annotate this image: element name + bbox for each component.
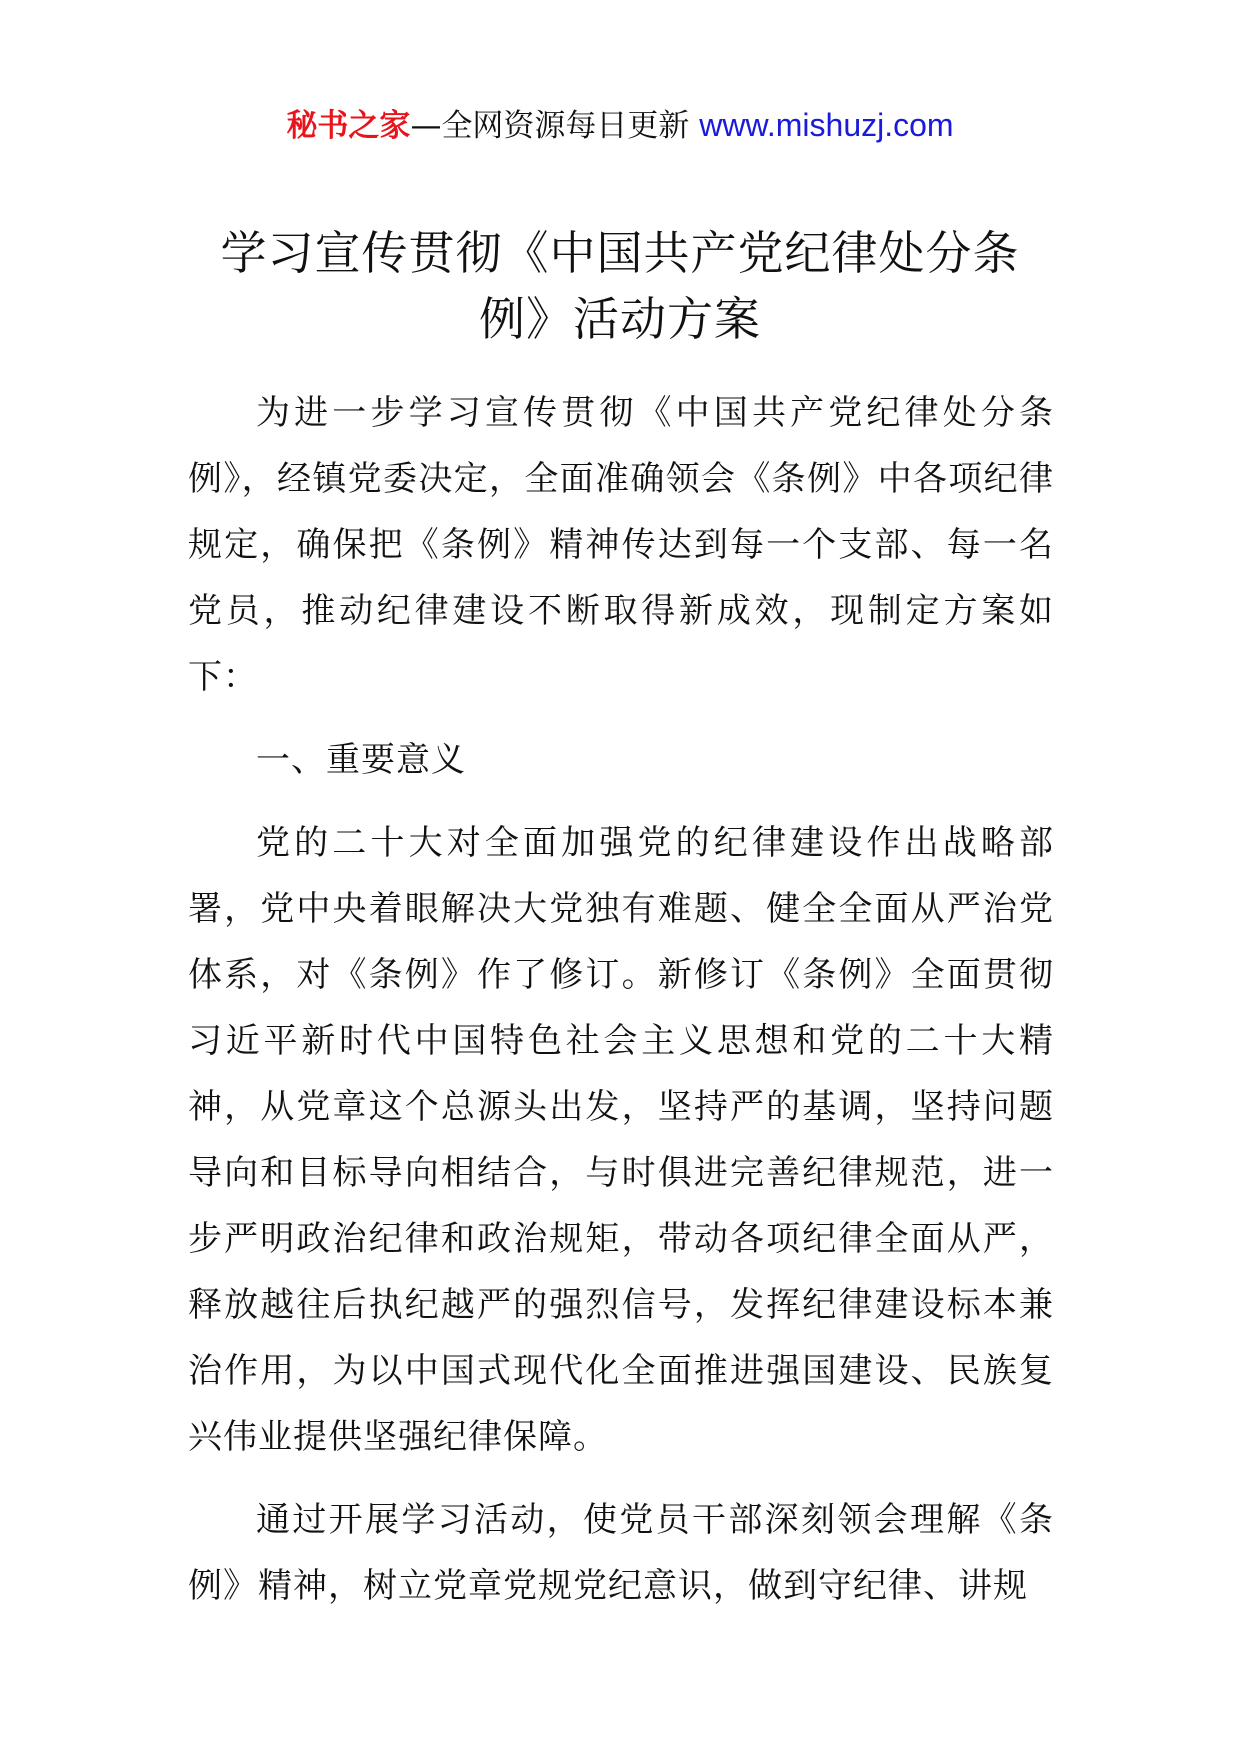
intro-paragraph: 为进一步学习宣传贯彻《中国共产党纪律处分条例》，经镇党委决定，全面准确领会《条例》中各项纪律规定，确保把《条例》精神传达到每一个支部、每一名党员，推动纪律建设不断取得新成效，现制定方案如下：: [188, 393, 1054, 697]
site-url-link[interactable]: www.mishuzj.com: [699, 107, 954, 143]
significance-paragraph: 党的二十大对全面加强党的纪律建设作出战略部署，党中央着眼解决大党独有难题、健全全面从严治党体系，对《条例》作了修订。新修订《条例》全面贯彻习近平新时代中国特色社会主义思想和党的二十大精神，从党章这个总源头出发，坚持严的基调，坚持问题导向和目标导向相结合，与时俱进完善纪律规范，进一步严明政治纪律和政治规矩，带动各项纪律全面从严，释放越往后执纪越严的强烈信号，发挥纪律建设标本兼治作用，为以中国式现代化全面推进强国建设、民族复兴伟业提供坚强纪律保障。: [188, 823, 1054, 1457]
goal-paragraph: 通过开展学习活动，使党员干部深刻领会理解《条例》精神，树立党章党规党纪意识，做到守纪律、讲规: [188, 1500, 1054, 1606]
document-body: [188, 380, 1054, 1619]
brand-name: 秘书之家: [286, 108, 411, 144]
site-tagline: —全网资源每日更新: [410, 108, 700, 144]
document-title: 学习宣传贯彻《中国共产党纪律处分条例》活动方案: [220, 226, 1020, 346]
site-header: [0, 100, 1240, 151]
section-heading-significance: 一、重要意义: [256, 740, 466, 780]
